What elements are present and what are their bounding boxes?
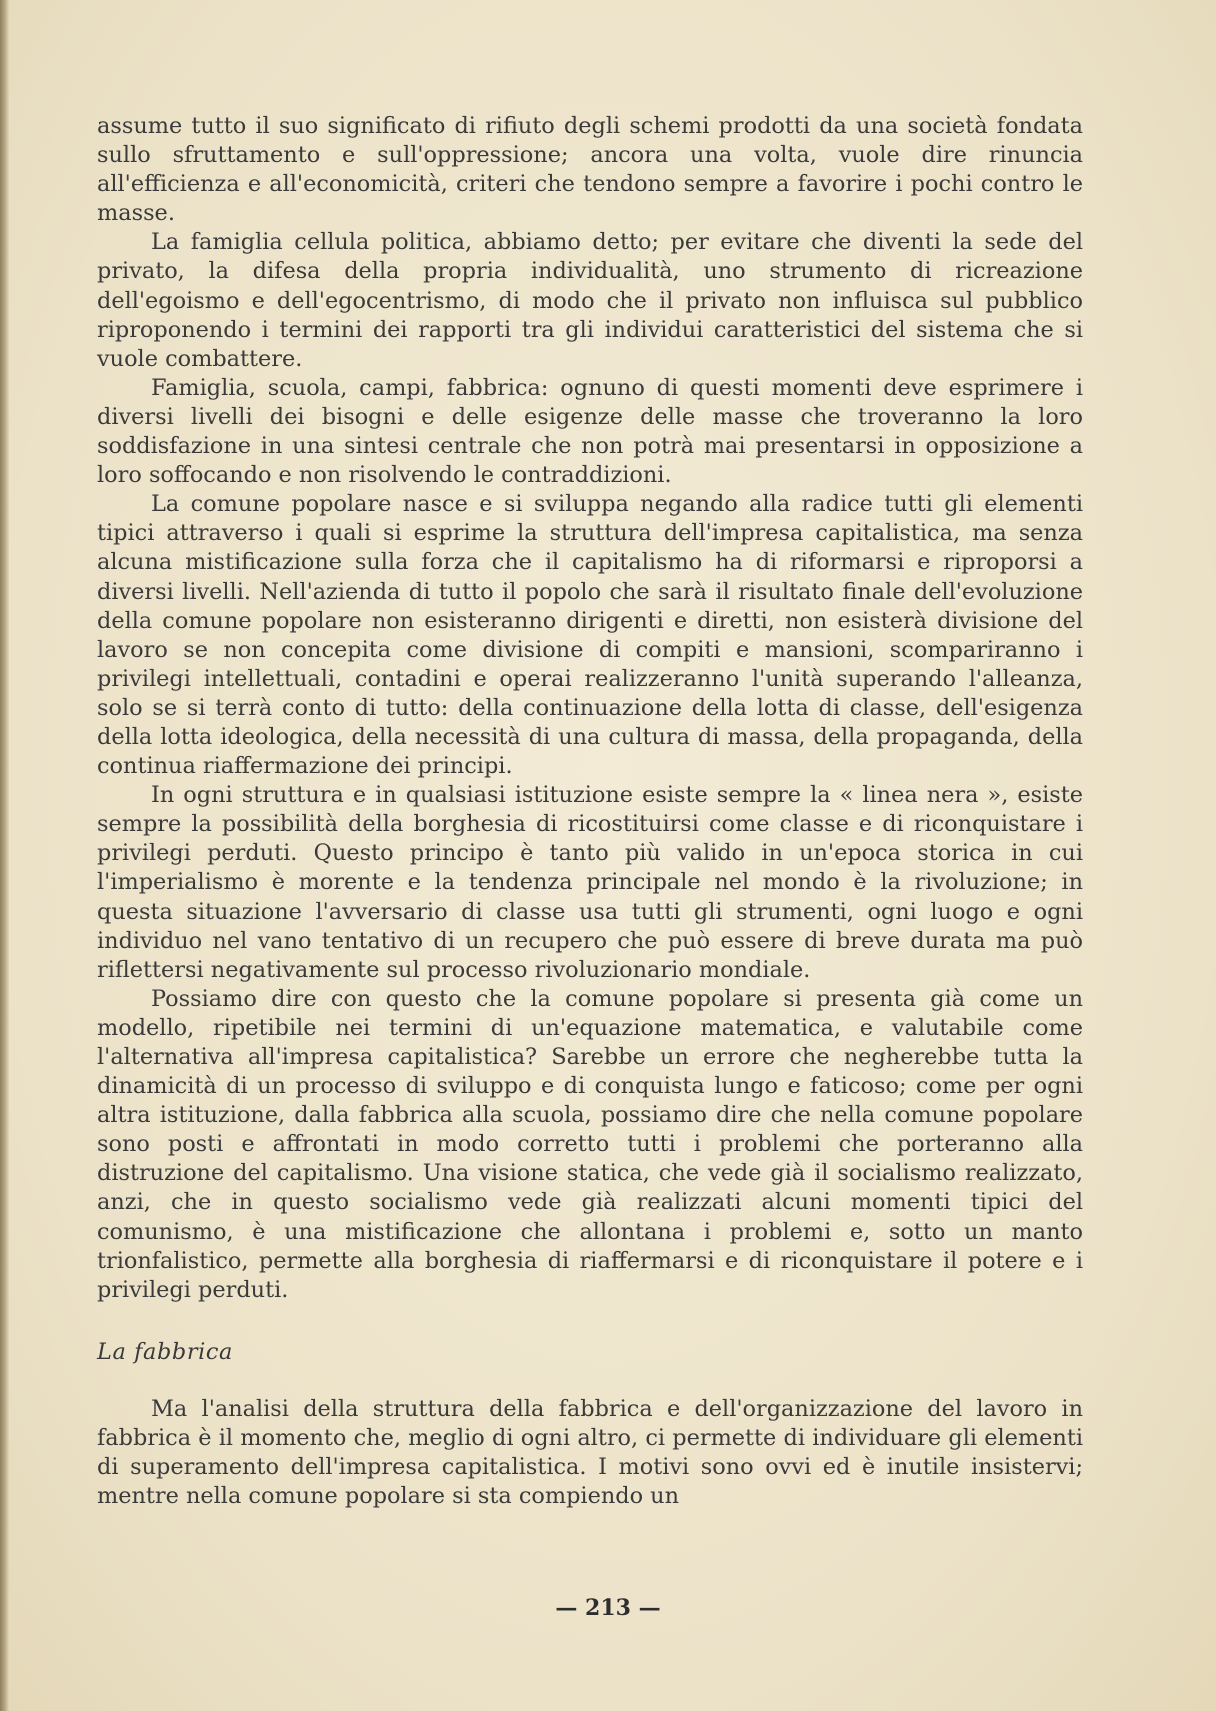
section-heading: La fabbrica [97,1338,233,1365]
paragraph: La comune popolare nasce e si sviluppa negando alla radice tutti gli elementi tipici attraverso i quali si esprime la struttura dell'impresa capitalistica, ma senza alcuna mistificazione sulla forza che il capitalismo ha di riformarsi e riproporsi a diversi livelli. Nell'azienda di tutto il popolo che sarà il risultato finale dell'evoluzione della comune popolare non esisteranno dirigenti e diretti, non esisterà divisione del lavoro se non concepita come divisione di compiti e mansioni, scompariranno i privilegi intellettuali, contadini e operai realizzeranno l'unità superando l'alleanza, solo se si terrà conto di tutto: della continuazione della lotta di classe, dell'esigenza della lotta ideologica, della necessità di una cultura di massa, della propaganda, della continua riaffermazione dei principi. [97,491,1083,780]
paragraph: assume tutto il suo significato di rifiuto degli schemi prodotti da una società fondata sullo sfruttamento e sull'oppressione; ancora una volta, vuole dire rinuncia all'efficienza e all'economicità, criteri che tendono sempre a favorire i pochi contro le masse. [97,113,1083,227]
page-number: — 213 — [555,1595,661,1621]
body-text [97,112,1083,1511]
paragraph: In ogni struttura e in qualsiasi istituzione esiste sempre la « linea nera », esiste sempre la possibilità della borghesia di ricostituirsi come classe e di riconquistare i privilegi perduti. Questo principo è tanto più valido in un'epoca storica in cui l'imperialismo è morente e la tendenza principale nel mondo è la rivoluzione; in questa situazione l'avversario di classe usa tutti gli strumenti, ogni luogo e ogni individuo nel vano tentativo di un recupero che può essere di breve durata ma può riflettersi negativamente sul processo rivoluzionario mondiale. [97,782,1083,983]
paragraph: Ma l'analisi della struttura della fabbrica e dell'organizzazione del lavoro in fabbrica è il momento che, meglio di ogni altro, ci permette di individuare gli elementi di superamento dell'impresa capitalistica. I motivi sono ovvi ed è inutile insistervi; mentre nella comune popolare si sta compiendo un [97,1395,1083,1510]
paragraph: Possiamo dire con questo che la comune popolare si presenta già come un modello, ripetibile nei termini di un'equazione matematica, e valutabile come l'alternativa all'impresa capitalistica? Sarebbe un errore che negherebbe tutta la dinamicità di un processo di sviluppo e di conquista lungo e faticoso; come per ogni altra istituzione, dalla fabbrica alla scuola, possiamo dire che nella comune popolare sono posti e affrontati in modo corretto tutti i problemi che porteranno alla distruzione del capitalismo. Una visione statica, che vede già il socialismo realizzato, anzi, che in questo socialismo vede già realizzati alcuni momenti tipici del comunismo, è una mistificazione che allontana i problemi e, sotto un manto trionfalistico, permette alla borghesia di riaffermarsi e di riconquistare il potere e i privilegi perduti. [97,985,1083,1303]
page-binding-edge [0,0,9,1711]
paragraph: Famiglia, scuola, campi, fabbrica: ognuno di questi momenti deve esprimere i diversi livelli dei bisogni e delle esigenze delle masse che troveranno la loro soddisfazione in una sintesi centrale che non potrà mai presentarsi in opposizione a loro soffocando e non risolvendo le contraddizioni. [97,374,1083,489]
paragraph: La famiglia cellula politica, abbiamo detto; per evitare che diventi la sede del privato, la difesa della propria individualità, uno strumento di ricreazione dell'egoismo e dell'egocentrismo, di modo che il privato non influisca sul pubblico riproponendo i termini dei rapporti tra gli individui caratteristici del sistema che si vuole combattere. [97,229,1083,372]
